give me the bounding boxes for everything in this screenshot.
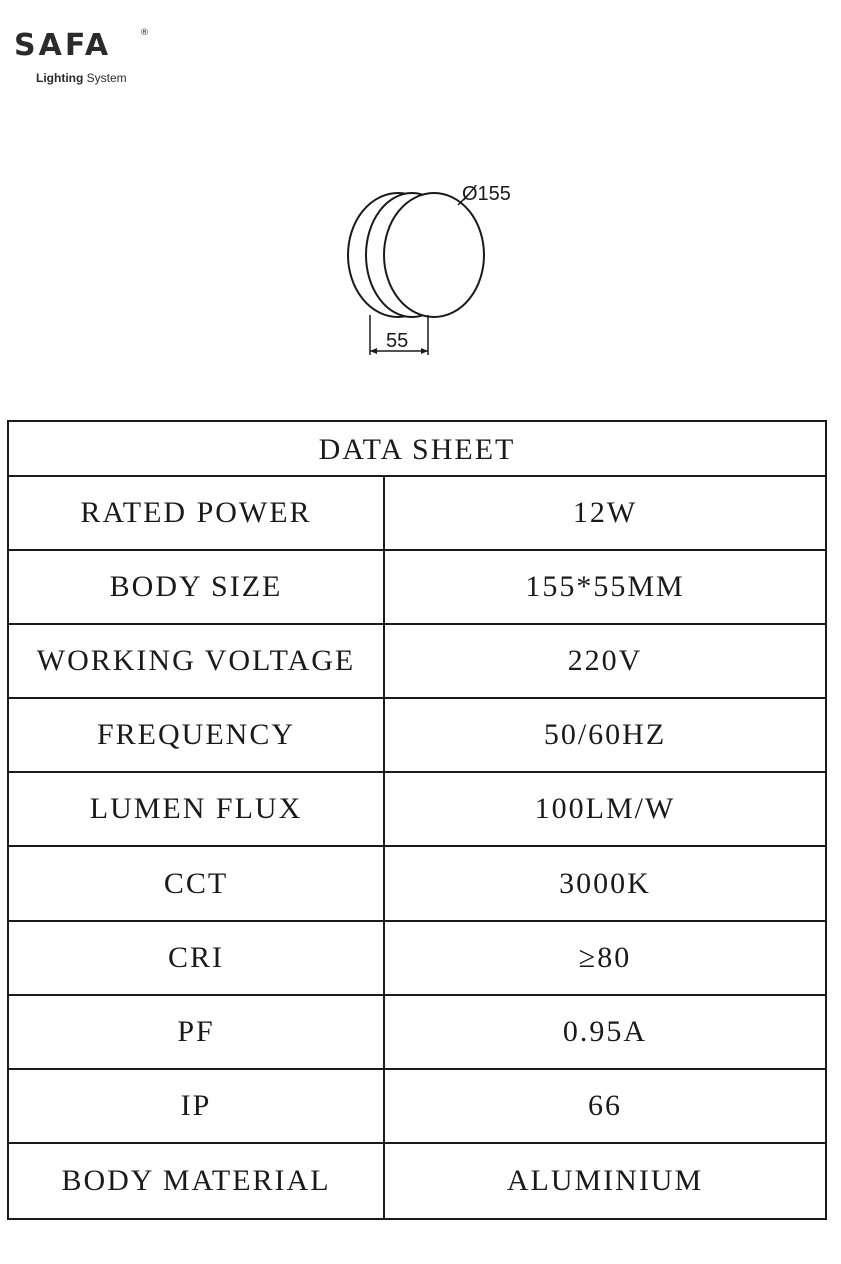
spec-value: 66 xyxy=(588,1088,622,1122)
diameter-label: Ø155 xyxy=(462,183,511,205)
brand-tagline-rest: System xyxy=(83,71,127,85)
front-face-outline xyxy=(384,193,484,317)
spec-value: 100LM/W xyxy=(534,792,676,826)
spec-value: ALUMINIUM xyxy=(506,1163,704,1197)
table-row xyxy=(9,551,825,625)
registered-mark: ® xyxy=(140,28,149,38)
depth-arrow-right xyxy=(421,348,428,354)
brand-logo xyxy=(14,28,154,90)
spec-label: IP xyxy=(9,1070,385,1142)
data-sheet-title: DATA SHEET xyxy=(9,422,825,477)
table-row xyxy=(9,1144,825,1218)
data-sheet-table xyxy=(7,420,827,1220)
table-row xyxy=(9,1070,825,1144)
depth-arrow-left xyxy=(370,348,377,354)
table-row xyxy=(9,699,825,773)
spec-value: 220V xyxy=(567,644,643,678)
product-dimension-drawing xyxy=(330,175,550,365)
brand-tagline xyxy=(36,71,127,85)
depth-label: 55 xyxy=(386,330,409,352)
spec-value: 3000K xyxy=(559,866,651,900)
table-row xyxy=(9,922,825,996)
spec-value: 50/60HZ xyxy=(543,718,667,752)
brand-name: SAFA xyxy=(14,28,112,63)
table-row xyxy=(9,773,825,847)
brand-tagline-bold: Lighting xyxy=(36,71,84,85)
spec-value: 12W xyxy=(572,496,638,530)
table-row xyxy=(9,996,825,1070)
spec-value: 155*55MM xyxy=(525,570,685,604)
table-row xyxy=(9,625,825,699)
table-row xyxy=(9,477,825,551)
spec-label: FREQUENCY xyxy=(9,699,385,771)
spec-label: WORKING VOLTAGE xyxy=(9,625,385,697)
spec-label: CRI xyxy=(9,922,385,994)
spec-label: BODY SIZE xyxy=(9,551,385,623)
spec-label: LUMEN FLUX xyxy=(9,773,385,845)
spec-label: PF xyxy=(9,996,385,1068)
table-row xyxy=(9,847,825,921)
spec-label: CCT xyxy=(9,847,385,919)
spec-value: 0.95A xyxy=(562,1014,648,1048)
spec-label: BODY MATERIAL xyxy=(9,1144,385,1218)
spec-label: RATED POWER xyxy=(9,477,385,549)
spec-value: ≥80 xyxy=(578,940,632,974)
